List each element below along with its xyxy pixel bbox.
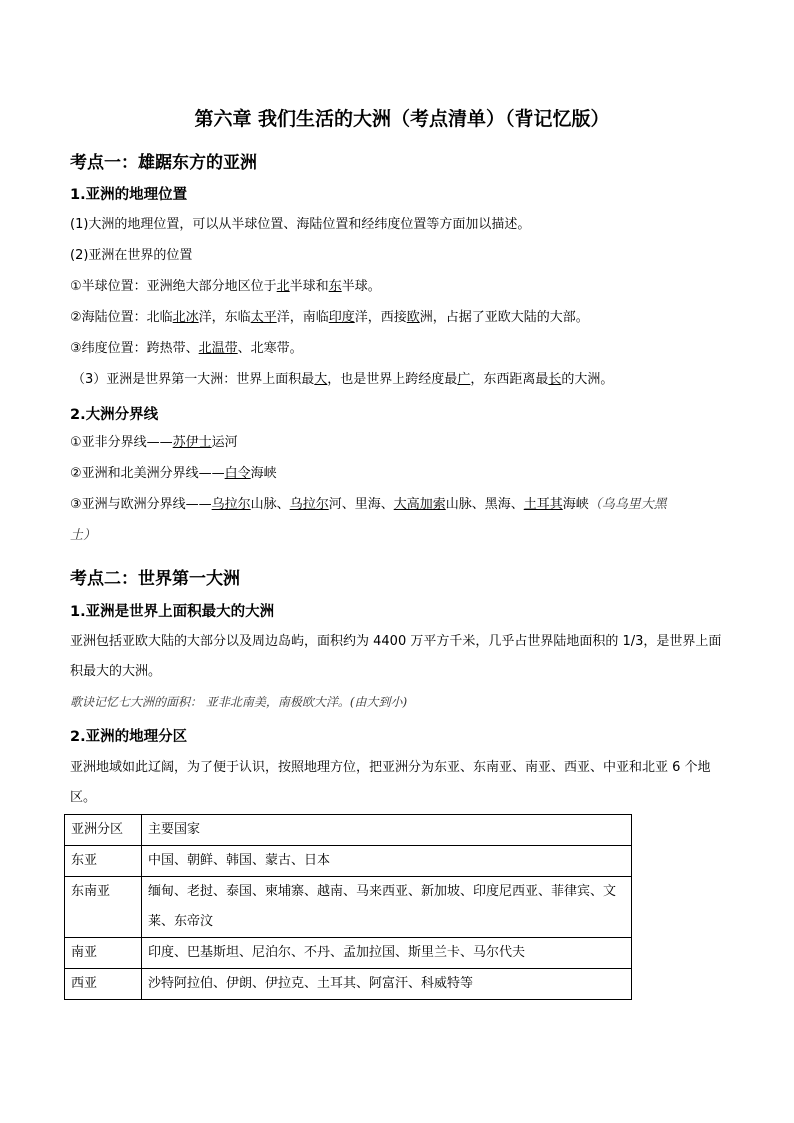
table-cell: 东南亚 — [65, 877, 142, 938]
mnemonic-area: 歌诀记忆七大洲的面积： 亚非北南美，南极欧大洋。(由大到小) — [70, 695, 408, 709]
table-cell: 西亚 — [65, 969, 142, 1000]
table-cell: 南亚 — [65, 938, 142, 969]
table-cell: 东亚 — [65, 846, 142, 877]
paragraph-sea-land: ②海陆位置：北临北冰洋，东临太平洋，南临印度洋，西接欧洲，占据了亚欧大陆的大部。 — [70, 310, 589, 325]
table-row — [65, 969, 632, 1000]
page-title: 第六章 我们生活的大洲（考点清单）（背记忆版） — [194, 108, 610, 130]
table-header: 亚洲分区 — [65, 815, 142, 846]
table-cell: 印度、巴基斯坦、尼泊尔、不丹、孟加拉国、斯里兰卡、马尔代夫 — [142, 938, 632, 969]
paragraph-asia-africa: ①亚非分界线——苏伊士运河 — [70, 435, 238, 450]
table-row — [65, 877, 632, 938]
paragraph-largest: （3）亚洲是世界第一大洲：世界上面积最大，也是世界上跨经度最广，东西距离最长的大洲。 — [72, 372, 614, 387]
paragraph-asia-europe: ③亚洲与欧洲分界线——乌拉尔山脉、乌拉尔河、里海、大高加索山脉、黑海、土耳其海峡（乌乌里大黑 — [70, 497, 667, 512]
paragraph-regions: 亚洲地域如此辽阔，为了便于认识，按照地理方位，把亚洲分为东亚、东南亚、南亚、西亚、中亚和北亚 6 个地区。 — [70, 760, 711, 805]
subheading-location: 1.亚洲的地理位置 — [70, 187, 188, 203]
table-header-row — [65, 815, 632, 846]
section-heading-kp1: 考点一：雄踞东方的亚洲 — [70, 153, 257, 173]
regions-table — [64, 814, 632, 1000]
table-row — [65, 938, 632, 969]
subheading-regions: 2.亚洲的地理分区 — [70, 729, 188, 745]
paragraph-hemisphere: ①半球位置：亚洲绝大部分地区位于北半球和东半球。 — [70, 279, 381, 294]
paragraph-asia-namerica: ②亚洲和北美洲分界线——白令海峡 — [70, 466, 277, 481]
paragraph-latitude: ③纬度位置：跨热带、北温带、北寒带。 — [70, 341, 303, 356]
section-heading-kp2: 考点二：世界第一大洲 — [70, 569, 240, 589]
paragraph: (2)亚洲在世界的位置 — [70, 248, 193, 263]
subheading-area: 1.亚洲是世界上面积最大的大洲 — [70, 604, 275, 620]
table-cell: 中国、朝鲜、韩国、蒙古、日本 — [142, 846, 632, 877]
table-row — [65, 846, 632, 877]
table-cell: 缅甸、老挝、泰国、柬埔寨、越南、马来西亚、新加坡、印度尼西亚、菲律宾、文莱、东帝汶 — [142, 877, 632, 938]
mnemonic-note: 土） — [70, 528, 97, 543]
table-header: 主要国家 — [142, 815, 632, 846]
paragraph: (1)大洲的地理位置，可以从半球位置、海陆位置和经纬度位置等方面加以描述。 — [70, 217, 531, 232]
paragraph-area: 亚洲包括亚欧大陆的大部分以及周边岛屿，面积约为 4400 万平方千米，几乎占世界陆地面积的 1/3，是世界上面积最大的大洲。 — [70, 634, 722, 679]
subheading-boundaries: 2.大洲分界线 — [70, 407, 159, 423]
table-cell: 沙特阿拉伯、伊朗、伊拉克、土耳其、阿富汗、科威特等 — [142, 969, 632, 1000]
